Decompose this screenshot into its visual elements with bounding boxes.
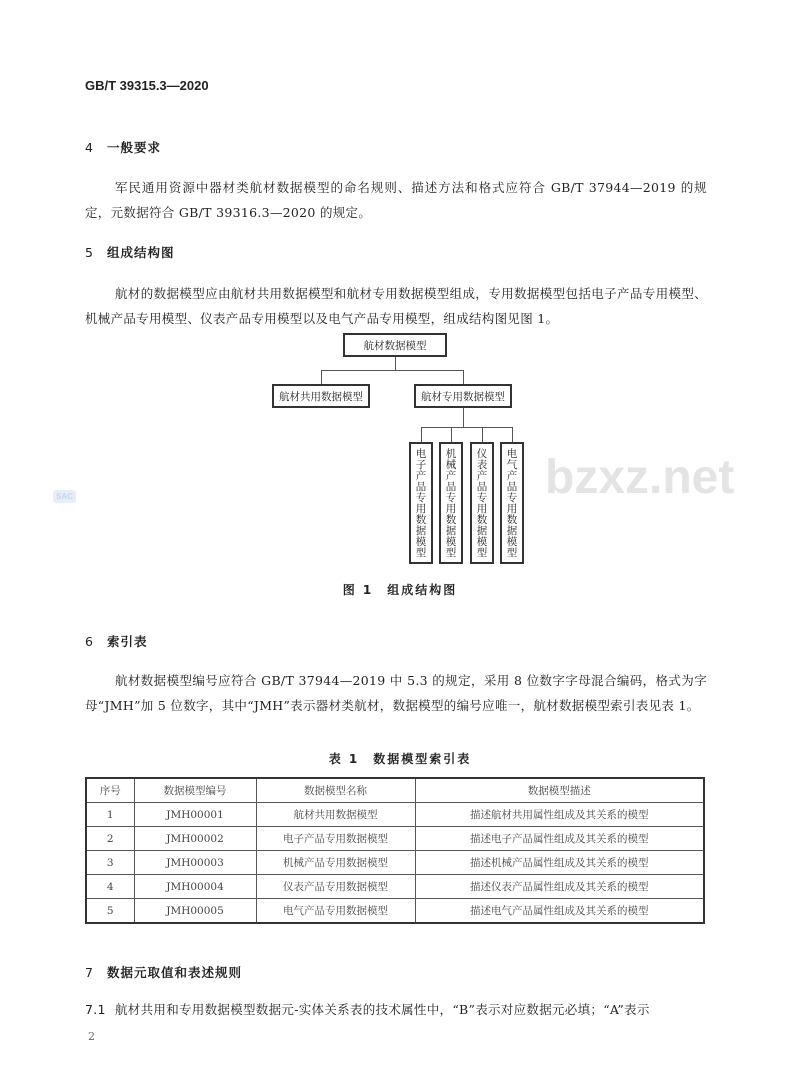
cell: 仪表产品专用数据模型 <box>256 875 415 899</box>
section-4-heading: 4 一般要求 <box>85 140 162 155</box>
diagram-root-node: 航材数据模型 <box>343 333 447 357</box>
watermark: bzxz.net <box>545 451 735 504</box>
table-row <box>86 827 704 851</box>
section-5-paragraph: 航材的数据模型应由航材共用数据模型和航材专用数据模型组成，专用数据模型包括电子产品专用模型、机械产品专用模型、仪表产品专用模型以及电气产品专用模型，组成结构图见图 1。 <box>85 286 707 326</box>
diagram-electronic-node: 电子产品专用数据模型 <box>409 442 433 564</box>
diagram-special-model-node: 航材专用数据模型 <box>414 384 512 408</box>
table-row <box>86 851 704 875</box>
table-row <box>86 899 704 924</box>
cell: 描述仪表产品属性组成及其关系的模型 <box>415 875 704 899</box>
table-header-row <box>86 778 704 803</box>
section-6-paragraph: 航材数据模型编号应符合 GB/T 37944—2019 中 5.3 的规定，采用 8 位数字字母混合编码，格式为字母“JMH”加 5 位数字，其中“JMH”表示器材类航材，数据模型的编号应唯一，航材数据模型索引表见表 1。 <box>85 673 707 713</box>
cell: 机械产品专用数据模型 <box>256 851 415 875</box>
cell: 描述航材共用属性组成及其关系的模型 <box>415 803 704 827</box>
cell: 电子产品专用数据模型 <box>256 827 415 851</box>
cell: 航材共用数据模型 <box>256 803 415 827</box>
column-header: 数据模型描述 <box>415 778 704 803</box>
cell: 电气产品专用数据模型 <box>256 899 415 924</box>
cell: 描述电子产品属性组成及其关系的模型 <box>415 827 704 851</box>
cell: JMH00002 <box>134 827 256 851</box>
cell: JMH00005 <box>134 899 256 924</box>
column-header: 数据模型名称 <box>256 778 415 803</box>
cell: 描述机械产品属性组成及其关系的模型 <box>415 851 704 875</box>
page-number: 2 <box>88 1030 95 1043</box>
diagram-instrument-node: 仪表产品专用数据模型 <box>470 442 494 564</box>
section-4-paragraph: 军民通用资源中器材类航材数据模型的命名规则、描述方法和格式应符合 GB/T 37944—2019 的规定，元数据符合 GB/T 39316.3—2020 的规定。 <box>85 180 707 220</box>
diagram-electrical-node: 电气产品专用数据模型 <box>500 442 524 564</box>
section-7-1-paragraph: 7.1 航材共用和专用数据模型数据元-实体关系表的技术属性中，“B”表示对应数据元必填；“A”表示 <box>85 1002 650 1017</box>
column-header: 序号 <box>86 778 134 803</box>
cell: 2 <box>86 827 134 851</box>
table-row <box>86 875 704 899</box>
table-caption: 表 1 数据模型索引表 <box>328 752 472 766</box>
cell: 1 <box>86 803 134 827</box>
cell: JMH00001 <box>134 803 256 827</box>
section-7-heading: 7 数据元取值和表述规则 <box>85 965 243 980</box>
cell: JMH00003 <box>134 851 256 875</box>
cell: 5 <box>86 899 134 924</box>
column-header: 数据模型编号 <box>134 778 256 803</box>
section-5-heading: 5 组成结构图 <box>85 245 175 260</box>
section-6-heading: 6 索引表 <box>85 634 148 649</box>
diagram-common-model-node: 航材共用数据模型 <box>272 384 370 408</box>
table-row <box>86 803 704 827</box>
cell: 4 <box>86 875 134 899</box>
figure-caption: 图 1 组成结构图 <box>342 583 458 597</box>
index-table <box>85 777 705 924</box>
standard-number-header: GB/T 39315.3—2020 <box>85 78 209 93</box>
sac-logo: SAC <box>53 490 76 503</box>
diagram-mechanical-node: 机械产品专用数据模型 <box>439 442 463 564</box>
cell: 描述电气产品属性组成及其关系的模型 <box>415 899 704 924</box>
cell: 3 <box>86 851 134 875</box>
cell: JMH00004 <box>134 875 256 899</box>
